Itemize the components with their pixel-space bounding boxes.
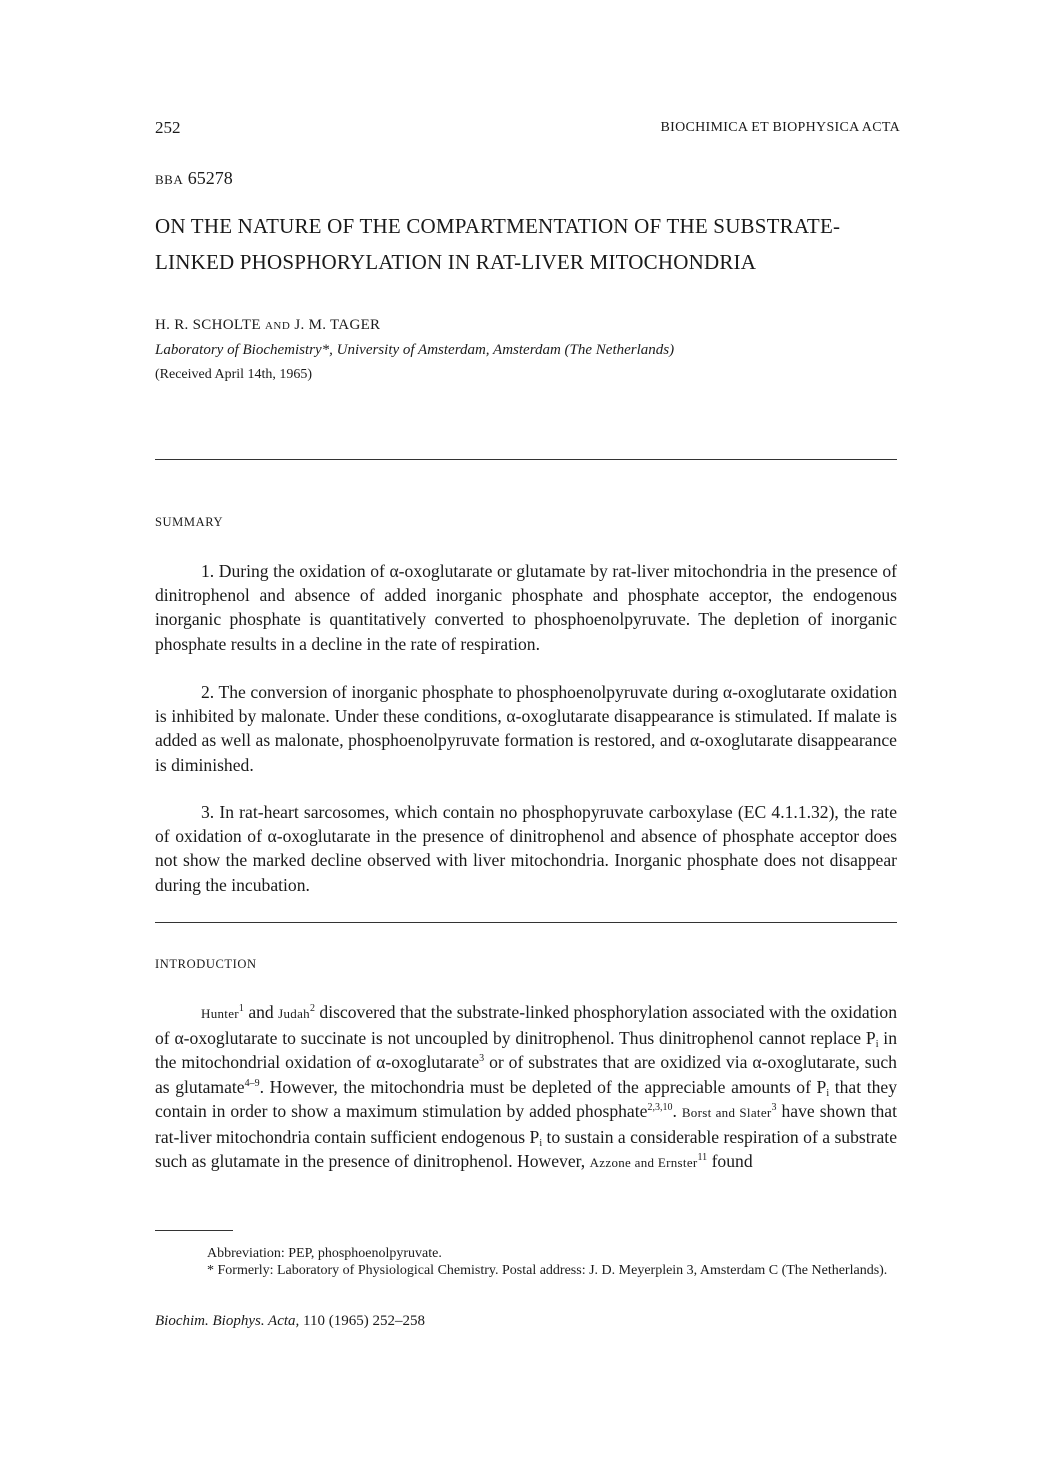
citation-details: 110 (1965) 252–258 xyxy=(303,1313,425,1329)
introduction-heading: INTRODUCTION xyxy=(155,957,257,971)
summary-item-2-text: 2. The conversion of inorganic phosphate to phosphoenolpyruvate during α-oxoglutarate oxidation is inhibited by malonate. Under these conditions, α-oxoglutarate disappearance is stimulated. If malate is added as well as malonate, phosphoenolpyruvate formation is restored, and α-oxoglutarate disappearance is diminished. xyxy=(155,682,897,775)
footnote-rule xyxy=(155,1230,233,1231)
author-ref-hunter: Hunter xyxy=(201,1006,239,1021)
article-code xyxy=(155,168,233,189)
authors xyxy=(155,317,380,334)
summary-item-3 xyxy=(155,800,897,897)
reference-marker: 2,3,10 xyxy=(647,1101,673,1113)
footnote-formerly: * Formerly: Laboratory of Physiological Chemistry. Postal address: J. D. Meyerplein 3, Amsterdam C (The Netherlands). xyxy=(207,1263,888,1278)
reference-marker: 1 xyxy=(238,1003,244,1014)
title-line-1: ON THE NATURE OF THE COMPARTMENTATION OF THE SUBSTRATE- xyxy=(155,214,841,238)
reference-marker: 3 xyxy=(479,1053,485,1065)
reference-marker: 3 xyxy=(771,1101,777,1113)
author-and: AND xyxy=(264,320,291,332)
author-ref-borst-slater: Borst and Slater xyxy=(681,1104,772,1120)
summary-bottom-rule xyxy=(155,922,897,923)
article-code-number: 65278 xyxy=(187,168,233,188)
article-title xyxy=(155,208,915,280)
summary-top-rule xyxy=(155,459,897,460)
page-number: 252 xyxy=(155,118,181,137)
reference-marker: 11 xyxy=(697,1152,708,1164)
reference-marker: 4–9 xyxy=(244,1077,260,1089)
affiliation: Laboratory of Biochemistry*, University of Amsterdam, Amsterdam (The Netherlands) xyxy=(155,342,675,358)
summary-item-2 xyxy=(155,680,897,777)
introduction-paragraph: Hunter$^1$ and Judah$^2$ discovered that the substrate-linked phosphorylation associated with the oxidation of α-oxoglutarate to succinate is not uncoupled by dinitrophenol. Thus dinitrophenol cannot replace $P_i$ in the mitochondrial oxidation of α-oxoglutarate$^3$ or of substrates that are oxidized via α-oxoglutarate, such as glutamate$^{4-9}$. However, the mitochondria must be depleted of the appreciable amounts of $P_i$ that they contain in order to show a maximum stimulation by added phosphate$^{2,3,10}$. Borst and Slater$^3$ have shown that rat-liver mitochondria contain sufficient endogenous $P_i$ to sustain a considerable respiration of a substrate such as glutamate in the presence of dinitrophenol. However, Azzone and Ernster$^{11}$ found xyxy=(155,1002,898,1172)
title-line-2: LINKED PHOSPHORYLATION IN RAT-LIVER MITOCHONDRIA xyxy=(155,250,757,274)
author-ref-azzone-ernster: Azzone and Ernster xyxy=(589,1155,698,1171)
article-code-prefix: BBA xyxy=(155,172,184,187)
journal-citation xyxy=(155,1313,425,1330)
reference-marker: 2 xyxy=(309,1003,315,1014)
author-2: J. M. TAGER xyxy=(294,317,381,333)
citation-journal: Biochim. Biophys. Acta, xyxy=(155,1313,300,1329)
summary-item-1 xyxy=(155,559,897,656)
received-date: (Received April 14th, 1965) xyxy=(155,367,313,382)
footnote-abbreviation: Abbreviation: PEP, phosphoenolpyruvate. xyxy=(207,1246,442,1261)
summary-item-1-text: 1. During the oxidation of α-oxoglutarate or glutamate by rat-liver mitochondria in the presence of dinitrophenol and absence of added inorganic phosphate and phosphate acceptor, the endogenous inorganic phosphate is quantitatively converted to phosphoenolpyruvate. The depletion of inorganic phosphate results in a decline in the rate of respiration. xyxy=(155,561,897,654)
author-ref-judah: Judah xyxy=(278,1006,310,1021)
summary-item-3-text: 3. In rat-heart sarcosomes, which contain no phosphopyruvate carboxylase (EC 4.1.1.32), the rate of oxidation of α-oxoglutarate in the presence of dinitrophenol and absence of phosphate acceptor does not show the marked decline observed with liver mitochondria. Inorganic phosphate does not disappear during the incubation. xyxy=(155,802,897,895)
summary-heading: SUMMARY xyxy=(155,515,224,529)
author-1: H. R. SCHOLTE xyxy=(155,317,261,333)
running-head: BIOCHIMICA ET BIOPHYSICA ACTA xyxy=(660,120,900,135)
